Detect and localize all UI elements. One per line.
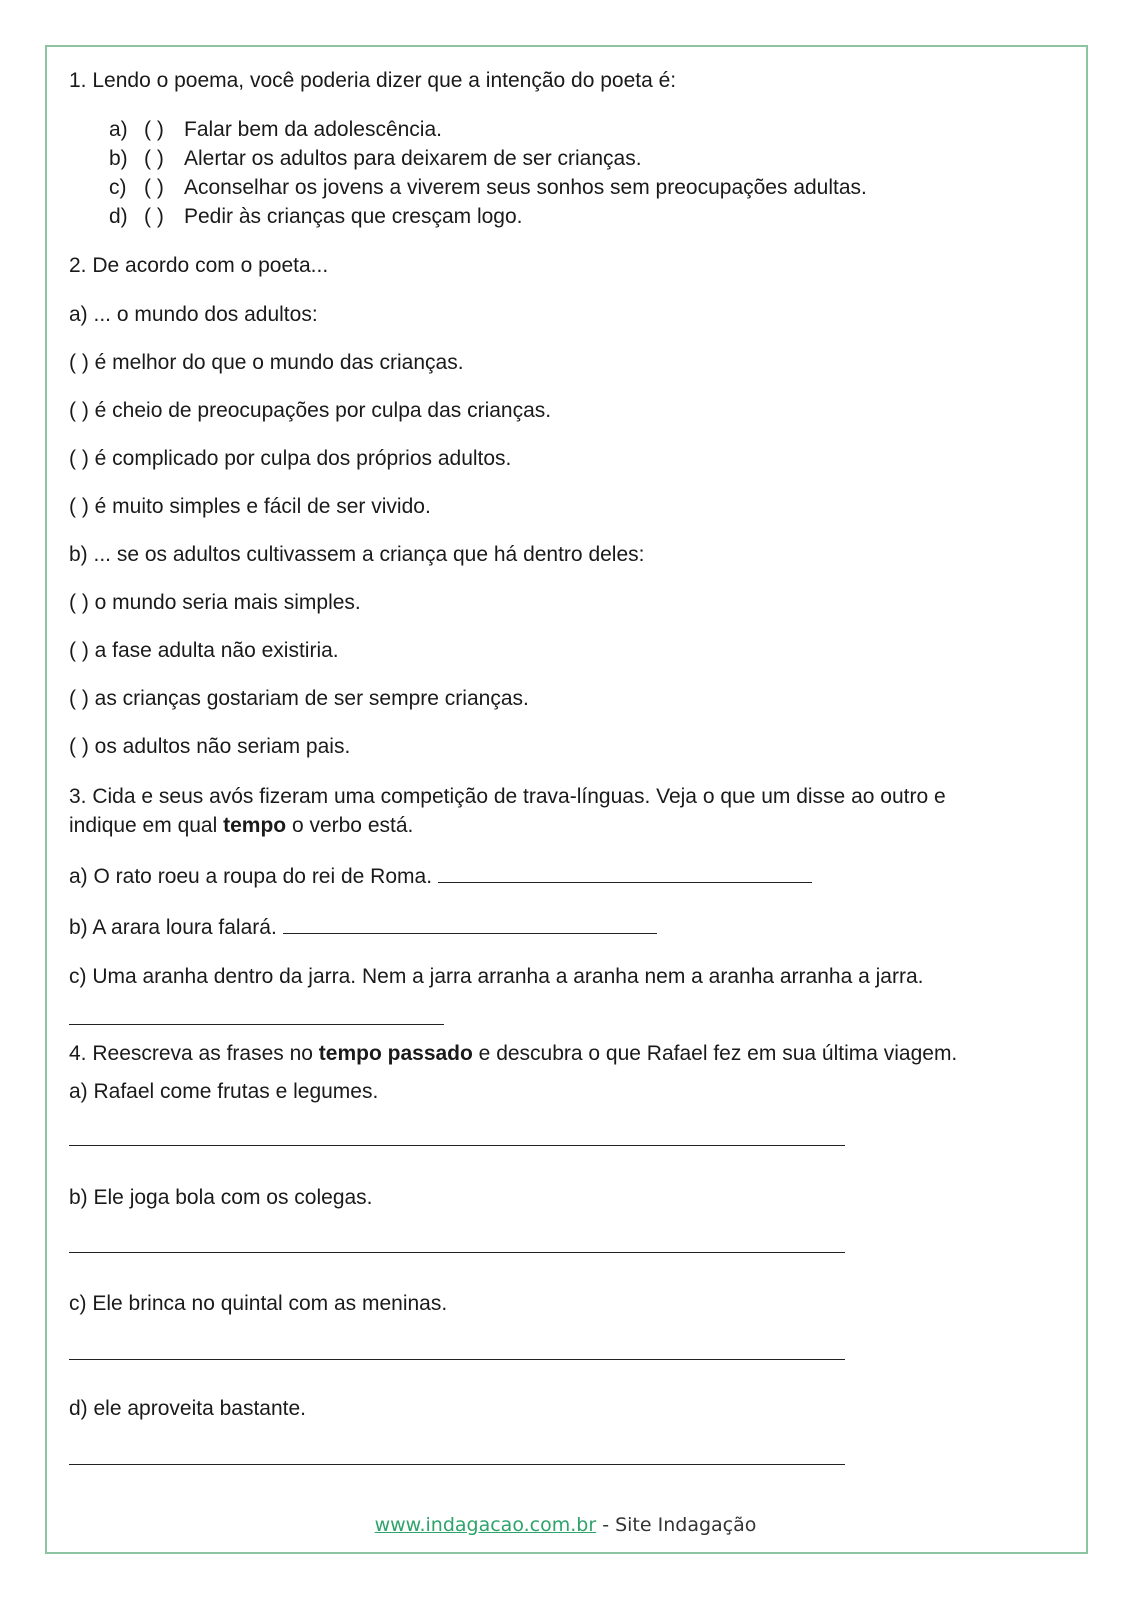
q3-prompt-line2	[69, 813, 413, 839]
q2a-prompt: a) ... o mundo dos adultos:	[69, 303, 318, 326]
answer-line[interactable]	[69, 1359, 845, 1360]
q4-prompt-text: 4. Reescreva as frases no	[69, 1042, 319, 1065]
q4-item-c: c) Ele brinca no quintal com as meninas.	[69, 1292, 448, 1315]
option-label: c)	[109, 176, 127, 199]
q3-item-c: c) Uma aranha dentro da jarra. Nem a jarra arranha a aranha nem a aranha arranha a jarra.	[69, 965, 924, 988]
q4-prompt-text: e descubra o que Rafael fez em sua última viagem.	[472, 1042, 958, 1065]
footer-text: - Site Indagação	[596, 1514, 757, 1536]
q3-item-a	[69, 862, 812, 890]
q4-item-b: b) Ele joga bola com os colegas.	[69, 1186, 373, 1209]
q3-prompt-bold: tempo	[223, 814, 287, 837]
q4-item-d: d) ele aproveita bastante.	[69, 1397, 306, 1420]
q3-prompt-line1: 3. Cida e seus avós fizeram uma competição de trava-línguas. Veja o que um disse ao outro e	[69, 785, 946, 808]
q2b-option[interactable]: ( ) a fase adulta não existiria.	[69, 639, 339, 662]
answer-blank[interactable]	[283, 913, 657, 934]
q2a-option[interactable]: ( ) é cheio de preocupações por culpa das crianças.	[69, 399, 552, 422]
answer-line[interactable]	[69, 1145, 845, 1146]
option-text: Aconselhar os jovens a viverem seus sonhos sem preocupações adultas.	[184, 176, 867, 199]
answer-parentheses[interactable]: ( )	[144, 205, 164, 228]
q2b-option[interactable]: ( ) os adultos não seriam pais.	[69, 735, 351, 758]
answer-parentheses[interactable]: ( )	[144, 147, 164, 170]
answer-parentheses[interactable]: ( )	[144, 176, 164, 199]
option-label: d)	[109, 205, 128, 228]
answer-line[interactable]	[69, 1252, 845, 1253]
option-text: Falar bem da adolescência.	[184, 118, 442, 141]
q4-prompt-bold: tempo passado	[318, 1042, 473, 1065]
answer-line[interactable]	[69, 1464, 845, 1465]
q1-prompt: 1. Lendo o poema, você poderia dizer que a intenção do poeta é:	[69, 69, 677, 92]
option-text: Alertar os adultos para deixarem de ser crianças.	[184, 147, 642, 170]
answer-parentheses[interactable]: ( )	[144, 118, 164, 141]
q3-prompt-text: o verbo está.	[286, 814, 414, 837]
footer	[0, 1513, 1131, 1537]
answer-line[interactable]	[69, 1024, 444, 1025]
q4-prompt	[69, 1041, 957, 1067]
q2a-option[interactable]: ( ) é melhor do que o mundo das crianças.	[69, 351, 464, 374]
q2a-option[interactable]: ( ) é muito simples e fácil de ser vivido.	[69, 495, 431, 518]
answer-blank[interactable]	[438, 862, 812, 883]
q3-prompt-text: indique em qual	[69, 814, 224, 837]
q2-prompt: 2. De acordo com o poeta...	[69, 254, 329, 277]
q4-item-a: a) Rafael come frutas e legumes.	[69, 1080, 379, 1103]
q3-item-b	[69, 913, 657, 941]
option-text: Pedir às crianças que cresçam logo.	[184, 205, 523, 228]
q3-item-text: a) O rato roeu a roupa do rei de Roma.	[69, 865, 433, 888]
option-label: a)	[109, 118, 128, 141]
q2b-option[interactable]: ( ) o mundo seria mais simples.	[69, 591, 361, 614]
q2a-option[interactable]: ( ) é complicado por culpa dos próprios adultos.	[69, 447, 512, 470]
q2b-prompt: b) ... se os adultos cultivassem a criança que há dentro deles:	[69, 543, 645, 566]
q2b-option[interactable]: ( ) as crianças gostariam de ser sempre crianças.	[69, 687, 529, 710]
footer-link[interactable]: www.indagacao.com.br	[374, 1514, 597, 1536]
q3-item-text: b) A arara loura falará.	[69, 916, 277, 939]
option-label: b)	[109, 147, 128, 170]
